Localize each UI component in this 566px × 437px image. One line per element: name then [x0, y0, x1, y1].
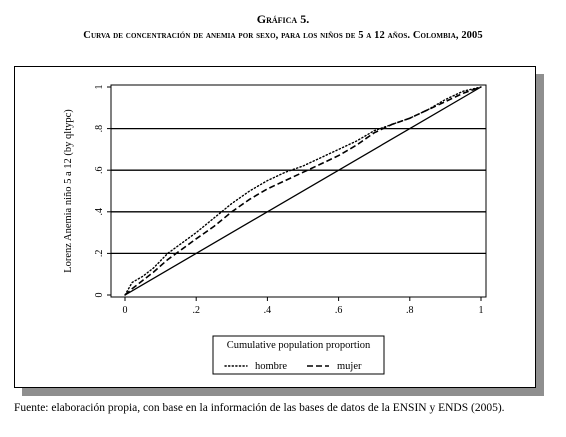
- x-tick-label: 1: [478, 305, 484, 316]
- y-axis-label: Lorenz Anemia niño 5 a 12 (by qltypc): [63, 109, 74, 273]
- chart-title: Curva de concentración de anemia por sexo, para los niños de 5 a 12 años. Colombia, 2005: [83, 30, 483, 41]
- chart-svg: [15, 67, 535, 387]
- x-axis-label: Cumulative population proportion: [226, 340, 371, 351]
- y-tick-label: 1: [94, 84, 105, 90]
- y-tick-label: .4: [94, 208, 105, 216]
- legend-label-hombre: hombre: [255, 361, 288, 372]
- y-tick-label: 0: [94, 292, 105, 298]
- legend-label-mujer: mujer: [337, 361, 362, 372]
- x-tick-label: .4: [263, 305, 272, 316]
- source-note: Fuente: elaboración propia, con base en la información de las bases de datos de la ENSIN y ENDS (2005).: [14, 402, 505, 414]
- y-tick-label: .2: [94, 249, 105, 258]
- x-tick-label: 0: [122, 305, 128, 316]
- x-tick-label: .8: [406, 305, 414, 316]
- chart-frame: [14, 66, 536, 388]
- y-tick-label: .8: [94, 124, 105, 133]
- y-tick-label: .6: [94, 166, 105, 174]
- chart-number: Gráfica 5.: [256, 12, 310, 26]
- x-tick-label: .6: [334, 305, 343, 316]
- x-tick-label: .2: [192, 305, 200, 316]
